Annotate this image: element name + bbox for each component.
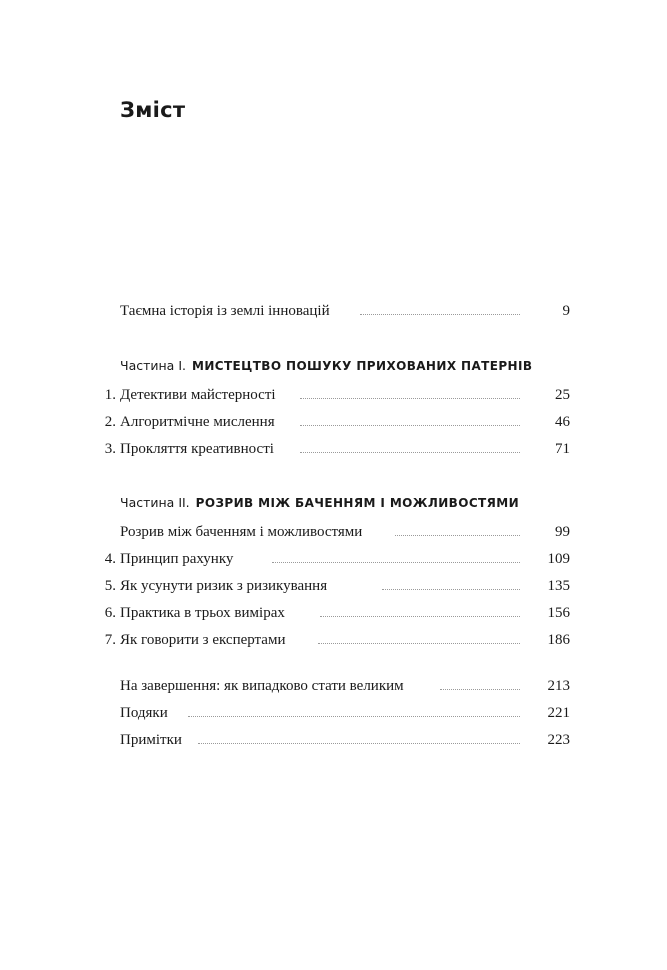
toc-entry-chapter-3[interactable] [0,439,667,459]
toc-entry-title: Детективи майстерності [120,387,276,403]
toc-entry-title: Розрив між баченням і можливостями [120,524,363,540]
toc-entry-conclusion[interactable] [0,676,667,696]
toc-page-number: 135 [547,578,570,594]
page-title: Зміст [120,98,186,122]
toc-entry-part2-intro[interactable] [0,522,667,542]
part-title: МИСТЕЦТВО ПОШУКУ ПРИХОВАНИХ ПАТЕРНІВ [191,359,533,373]
part-title: РОЗРИВ МІЖ БАЧЕННЯМ І МОЖЛИВОСТЯМИ [195,496,520,510]
toc-entry-chapter-4[interactable] [0,549,667,569]
toc-entry-chapter-7[interactable] [0,630,667,650]
chapter-number: 6. [104,605,116,621]
toc-entry-title: Примітки [120,732,182,748]
toc-page-number: 109 [547,551,570,567]
dot-leader [440,689,520,690]
dot-leader [300,425,520,426]
toc-entry-title: Подяки [120,705,168,721]
dot-leader [318,643,520,644]
part-heading-1[interactable] [120,355,532,375]
toc-page-number: 223 [547,732,570,748]
toc-page-number: 99 [555,524,570,540]
toc-page-number: 9 [562,303,570,319]
chapter-number: 1. [104,387,116,403]
toc-entry-title: Таємна історія із землі інновацій [120,303,330,319]
toc-entry-title: На завершення: як випадково стати великим [120,678,404,694]
toc-entry-title: Практика в трьох вимірах [120,605,285,621]
dot-leader [382,589,520,590]
toc-page-number: 213 [547,678,570,694]
dot-leader [320,616,520,617]
part-label: Частина I. [120,358,186,373]
toc-entry-title: Як усунути ризик з ризикування [120,578,328,594]
chapter-number: 2. [104,414,116,430]
part-label: Частина II. [120,495,190,510]
chapter-number: 4. [104,551,116,567]
toc-entry-title: Принцип рахунку [120,551,234,567]
toc-page-number: 25 [555,387,570,403]
toc-entry-chapter-6[interactable] [0,603,667,623]
dot-leader [188,716,520,717]
dot-leader [198,743,520,744]
toc-entry-title: Алгоритмічне мислення [120,414,275,430]
toc-page-number: 186 [547,632,570,648]
dot-leader [300,398,520,399]
dot-leader [360,314,520,315]
toc-entry-chapter-1[interactable] [0,385,667,405]
dot-leader [272,562,520,563]
toc-entry-title: Як говорити з експертами [120,632,286,648]
chapter-number: 5. [104,578,116,594]
toc-entry-chapter-2[interactable] [0,412,667,432]
part-heading-2[interactable] [120,492,519,512]
chapter-number: 7. [104,632,116,648]
toc-page-number: 221 [547,705,570,721]
dot-leader [395,535,520,536]
toc-page-number: 71 [555,441,570,457]
toc-entry-chapter-5[interactable] [0,576,667,596]
dot-leader [300,452,520,453]
toc-entry-acknowledgements[interactable] [0,703,667,723]
toc-page-number: 46 [555,414,570,430]
toc-entry-title: Прокляття креативності [120,441,274,457]
toc-entry-intro[interactable] [0,301,667,321]
chapter-number: 3. [104,441,116,457]
toc-entry-notes[interactable] [0,730,667,750]
toc-page-number: 156 [547,605,570,621]
